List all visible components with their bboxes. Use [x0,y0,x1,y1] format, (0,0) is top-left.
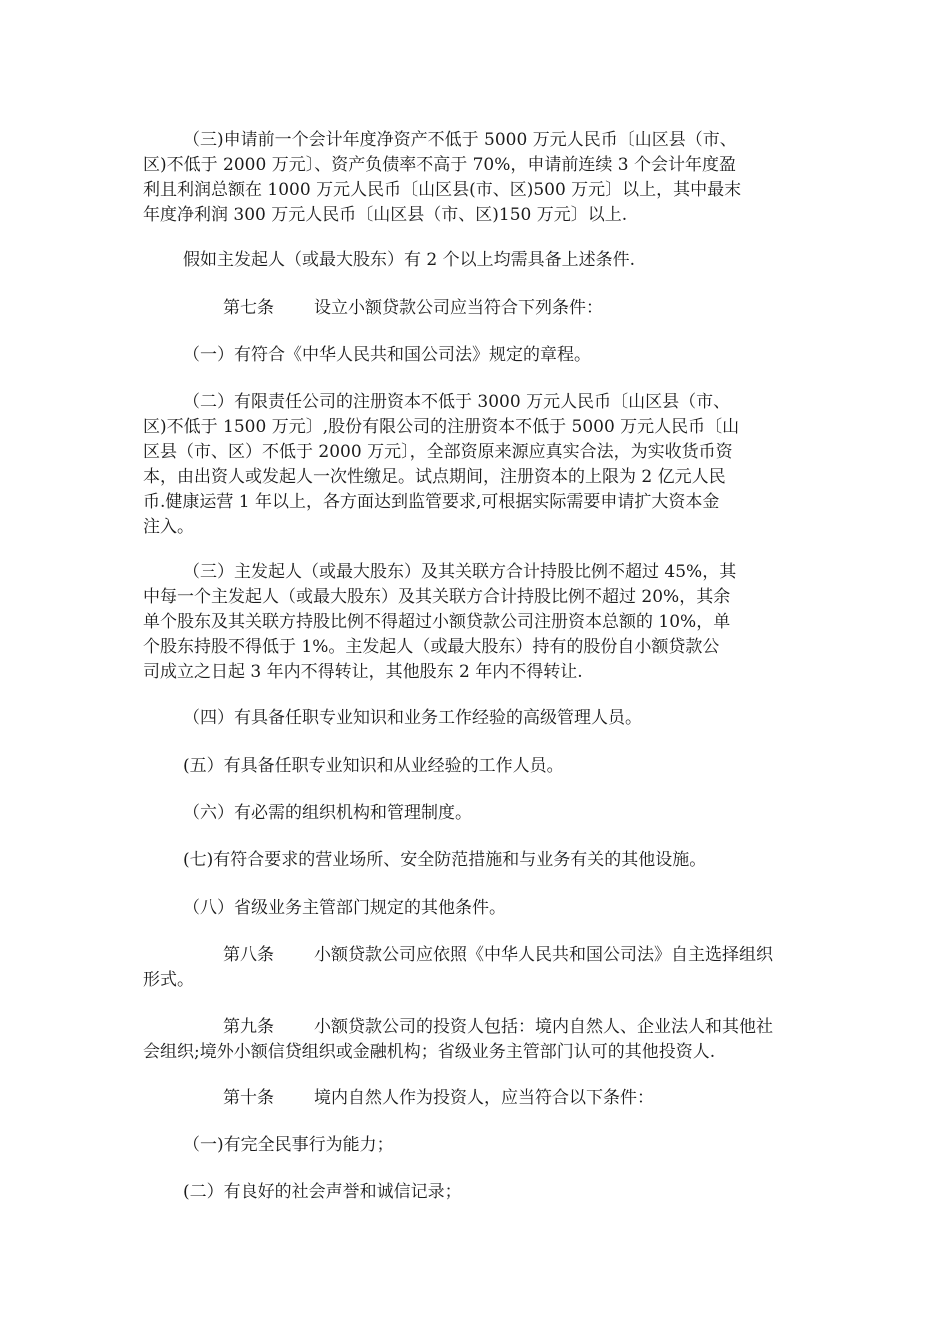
text-line: （三）主发起人（或最大股东）及其关联方合计持股比例不超过 45%，其 [183,562,737,582]
text-line: （四）有具备任职专业知识和业务工作经验的高级管理人员。 [183,708,642,728]
text-line: 司成立之日起 3 年内不得转让，其他股东 2 年内不得转让. [143,662,583,682]
text-line: 会组织;境外小额信贷组织或金融机构；省级业务主管部门认可的其他投资人. [143,1042,716,1062]
article-body: 境内自然人作为投资人，应当符合以下条件： [314,1088,654,1108]
text-line [143,943,807,968]
article-7 [143,296,807,321]
paragraph-condition-3-net-assets [143,128,807,228]
text-line: （三)申请前一个会计年度净资产不低于 5000 万元人民币〔山区县（市、 [183,130,737,150]
text-line [143,1015,807,1040]
article-body: 小额贷款公司的投资人包括：境内自然人、企业法人和其他社 [314,1017,773,1037]
paragraph-condition-1-charter [143,343,807,368]
paragraph-condition-6-organization [143,801,807,826]
text-line: 区县（市、区）不低于 2000 万元〕，全部资原来源应真实合法，为实收货币资 [143,442,733,462]
text-line: 个股东持股不得低于 1%。主发起人（或最大股东）持有的股份自小额贷款公 [143,637,720,657]
article-body: 设立小额贷款公司应当符合下列条件： [314,298,603,318]
text-line: 假如主发起人（或最大股东）有 2 个以上均需具备上述条件. [183,250,636,270]
text-line: 区)不低于 1500 万元〕,股份有限公司的注册资本不低于 5000 万元人民币〔山 [143,417,740,437]
text-line: （一)有完全民事行为能力； [183,1135,394,1155]
paragraph-investor-condition-2 [143,1180,807,1205]
paragraph-multiple-sponsors [143,248,807,273]
article-body: 小额贷款公司应依照《中华人民共和国公司法》自主选择组织 [314,945,773,965]
text-line: 形式。 [143,970,194,990]
text-line: （八）省级业务主管部门规定的其他条件。 [183,898,506,918]
article-10 [143,1086,807,1111]
text-line: （一）有符合《中华人民共和国公司法》规定的章程。 [183,345,591,365]
text-line: 单个股东及其关联方持股比例不得超过小额贷款公司注册资本总额的 10%，单 [143,612,731,632]
article-8 [143,943,807,993]
article-heading: 第九条 [223,1017,274,1037]
paragraph-condition-4-management [143,706,807,731]
text-line: (二）有良好的社会声誉和诚信记录； [183,1182,462,1202]
text-line: (五）有具备任职专业知识和从业经验的工作人员。 [183,756,564,776]
paragraph-condition-8-other [143,896,807,921]
paragraph-condition-3-shareholding [143,560,807,685]
paragraph-condition-2-capital [143,390,807,540]
article-heading: 第八条 [223,945,274,965]
text-line [143,1086,807,1111]
text-line: 区)不低于 2000 万元〕、资产负债率不高于 70%，申请前连续 3 个会计年度盈 [143,155,737,175]
text-line: 年度净利润 300 万元人民币〔山区县（市、区)150 万元〕以上. [143,205,628,225]
text-line: 利且利润总额在 1000 万元人民币〔山区县(市、区)500 万元〕以上，其中最末 [143,180,742,200]
article-9 [143,1015,807,1065]
text-line [143,296,807,321]
text-line: 本，由出资人或发起人一次性缴足。试点期间，注册资本的上限为 2 亿元人民 [143,467,726,487]
paragraph-condition-7-premises [143,848,807,873]
text-line: （六）有必需的组织机构和管理制度。 [183,803,472,823]
paragraph-investor-condition-1 [143,1133,807,1158]
text-line: 币.健康运营 1 年以上，各方面达到监管要求,可根据实际需要申请扩大资本金 [143,492,720,512]
text-line: (七)有符合要求的营业场所、安全防范措施和与业务有关的其他设施。 [183,850,707,870]
paragraph-condition-5-staff [143,754,807,779]
text-line: （二）有限责任公司的注册资本不低于 3000 万元人民币〔山区县（市、 [183,392,731,412]
text-line: 注入。 [143,517,194,537]
article-heading: 第七条 [223,298,274,318]
article-heading: 第十条 [223,1088,274,1108]
text-line: 中每一个主发起人（或最大股东）及其关联方合计持股比例不超过 20%，其余 [143,587,731,607]
